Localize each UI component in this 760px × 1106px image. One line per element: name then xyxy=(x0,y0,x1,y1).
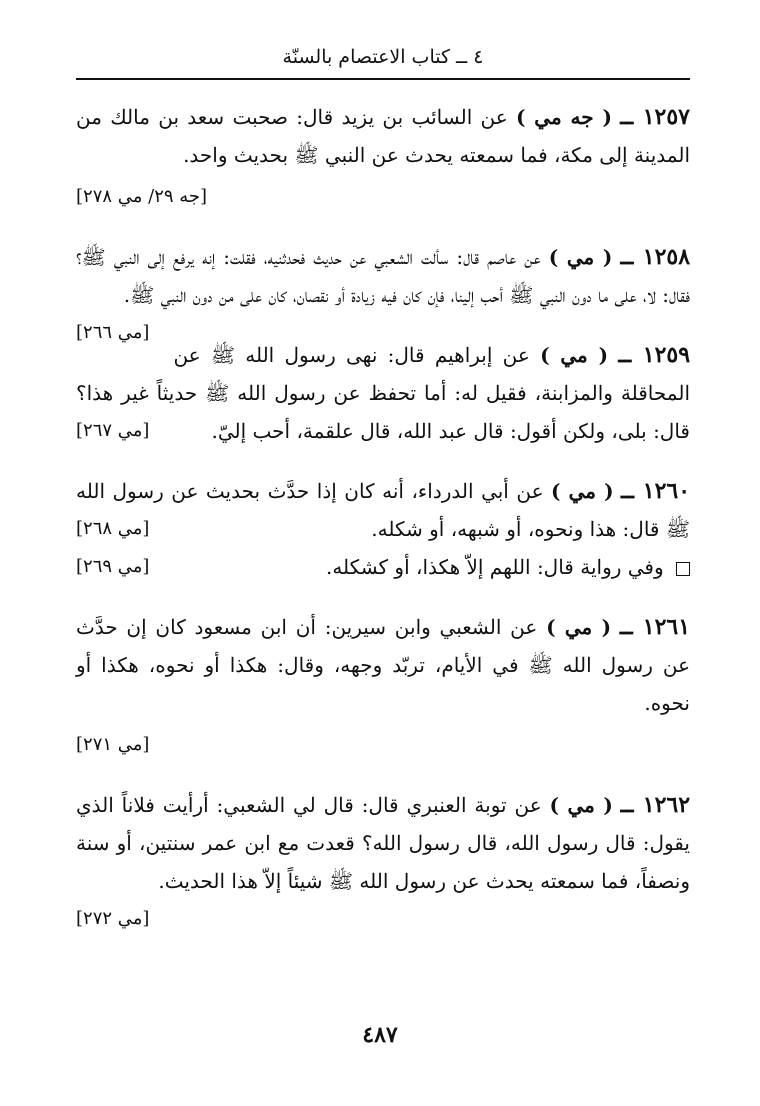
chapter-title: ٤ ــ كتاب الاعتصام بالسنّة xyxy=(282,46,484,68)
hadith-reference: [مي ٢٦٦] xyxy=(76,322,150,343)
hadith-number: ١٢٦٠ ــ xyxy=(621,478,691,504)
hadith-1259 xyxy=(76,336,690,450)
hadith-sources: ( مي ) xyxy=(549,793,613,817)
hadith-body: عن السائب بن يزيد قال: صحبت سعد بن مالك من المدينة إلى مكة، فما سمعته يحدث عن النبي ﷺ بحديث واحد. xyxy=(76,105,690,167)
hadith-text-1258 xyxy=(76,238,691,343)
hadith-body: عن أبي الدرداء، أنه كان إذا حدَّث بحديث عن رسول الله ﷺ قال: هذا ونحوه، أو شبهه، أو شكله. xyxy=(76,479,690,541)
hadith-reference: [مي ٢٦٧] xyxy=(76,420,150,441)
hadith-sources: ( مي ) xyxy=(548,245,613,269)
hadith-body: عن عاصم قال: سألت الشعبي عن حديث فحدثنيه، فقلت: إنه يرفع إلى النبي ﷺ؟ فقال: لا، على ما دون النبي ﷺ أحب إلينا، فإن كان فيه زيادة أو نقصان، كان على من دون النبي ﷺ. xyxy=(76,245,690,307)
hadith-list xyxy=(76,92,690,938)
reference-line xyxy=(76,726,690,764)
hadith-number: ١٢٥٩ ــ xyxy=(618,342,691,368)
square-bullet-icon xyxy=(676,562,690,576)
hadith-reference: [مي ٢٧١] xyxy=(76,734,150,755)
variant-narration xyxy=(76,548,690,586)
hadith-reference: [مي ٢٧٢] xyxy=(76,908,150,929)
hadith-sources: ( مي ) xyxy=(546,615,612,639)
hadith-number: ١٢٥٧ ــ xyxy=(620,104,690,130)
hadith-text-1262 xyxy=(76,786,691,929)
hadith-body: عن إبراهيم قال: نهى رسول الله ﷺ عن المحاقلة والمزابنة، فقيل له: أما تحفظ عن رسول الله ﷺ حديثاً غير هذا؟ قال: بلى، ولكن أقول: قال عبد الله، قال علقمة، أحب إليّ. xyxy=(76,343,690,443)
hadith-1260 xyxy=(76,472,690,586)
hadith-body: عن الشعبي وابن سيرين: أن ابن مسعود كان إن حدَّث عن رسول الله ﷺ في الأيام، تربّد وجهه، وقال: هكذا أو نحوه، هكذا أو نحوه. xyxy=(76,615,690,715)
hadith-1257 xyxy=(76,98,690,216)
hadith-sources: ( جه مي ) xyxy=(515,105,612,129)
hadith-number: ١٢٥٨ ــ xyxy=(620,244,691,270)
variant-text: وفي رواية قال: اللهم إلاّ هكذا، أو كشكله. xyxy=(325,555,664,579)
hadith-body: عن توبة العنبري قال: قال لي الشعبي: أرأيت فلاناً الذي يقول: قال رسول الله، قال رسول الله؟ قعدت مع ابن عمر سنتين، أو سنة ونصفاً، فما سمعته يحدث عن رسول الله ﷺ شيئاً إلاّ هذا الحديث. xyxy=(76,793,690,893)
page-number: ٤٨٧ xyxy=(362,1022,398,1048)
hadith-sources: ( مي ) xyxy=(551,479,614,503)
hadith-1261 xyxy=(76,608,690,764)
hadith-sources: ( مي ) xyxy=(540,343,609,367)
hadith-text-1261 xyxy=(76,608,690,722)
hadith-number: ١٢٦٢ ــ xyxy=(620,792,691,818)
hadith-reference: [مي ٢٦٨] xyxy=(76,518,150,539)
hadith-1262 xyxy=(76,786,691,929)
hadith-reference: [جه ٢٩/ مي ٢٧٨] xyxy=(76,186,208,207)
hadith-text-1257 xyxy=(76,98,690,174)
reference-line xyxy=(76,178,690,216)
hadith-number: ١٢٦١ ــ xyxy=(619,614,691,640)
running-header xyxy=(76,40,690,76)
hadith-text-1260 xyxy=(76,472,690,548)
hadith-text-1259 xyxy=(76,336,690,450)
hadith-1258 xyxy=(76,238,691,343)
variant-reference: [مي ٢٦٩] xyxy=(76,556,150,577)
header-rule xyxy=(76,78,690,80)
